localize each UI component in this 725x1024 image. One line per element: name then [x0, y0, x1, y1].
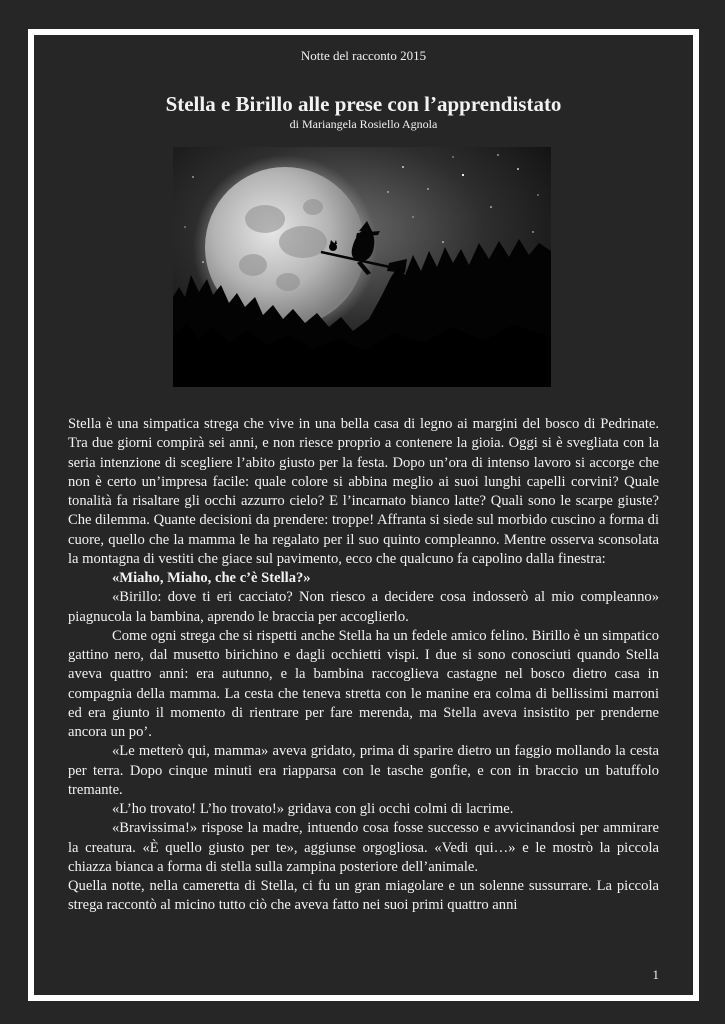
paragraph-found-it: «L’ho trovato! L’ho trovato!» gridava con gli occhi colmi di lacrime. — [112, 801, 514, 817]
story-body — [68, 415, 659, 916]
paragraph-chestnuts: «Le metterò qui, mamma» aveva gridato, prima di sparire dietro un faggio mollando la cesta per terra. Dopo cinque minuti era riapparsa con le tasche gonfie, e con in braccio un batuffolo tremante. — [68, 743, 659, 798]
page-frame — [28, 29, 699, 1001]
paragraph-birillo-intro: Come ogni strega che si rispetti anche Stella ha un fedele amico felino. Birillo è un simpatico gattino nero, dal musetto birichino e dagli occhietti vispi. I due si sono conosciuti quando Stella aveva quattro anni: era autunno, e la bambina raccoglieva castagne nel bosco dietro casa in compagnia della mamma. La cesta che teneva stretta con le manine era colma di bellissimi marroni ed era giunto il momento di rientrare per fare merenda, ma Stella aveva insistito per prenderne ancora un po’. — [68, 627, 659, 740]
paragraph-intro: Stella è una simpatica strega che vive in una bella casa di legno ai margini del bosco di Pedrinate. Tra due giorni compirà sei anni, e non riesce proprio a contenere la gioia. Oggi si è svegliata con la seria intenzione di scegliere l’abito giusto per la festa. Dopo un’ora di intenso lavoro si accorge che non è certo un’impresa facile: quale colore si abbina meglio ai suoi lunghi capelli corvini? Quale tonalità fa risaltare gli occhi azzurro cielo? E l’incarnato bianco latte? Quali sono le scarpe giuste? Che dilemma. Quante decisioni da prendere: troppe! Affranta si siede sul morbido cuscino a forma di cuore, quello che la mamma le ha regalato per il suo quinto compleanno. Mentre osserva sconsolata la montagna di vestiti che giace sul pavimento, ecco che qualcuno fa capolino dalla finestra: — [68, 416, 659, 567]
story-author: di Mariangela Rosiello Agnola — [289, 117, 438, 131]
paragraph-mother: «Bravissima!» rispose la madre, intuendo cosa fosse successo e avvicinandosi per ammirare la creatura. «È quello giusto per te», aggiunse orgogliosa. «Vedi qui…» e le mostrò la piccola chiazza bianca a forma di stella sulla zampina posteriore dell’animale. — [68, 820, 659, 875]
paragraph-cat-greeting: «Miaho, Miaho, che c’è Stella?» — [112, 570, 311, 586]
page-content — [34, 35, 693, 995]
event-header: Notte del racconto 2015 — [300, 48, 427, 63]
paragraph-that-night: Quella notte, nella cameretta di Stella, ci fu un gran miagolare e un solenne sussurrare. La piccola strega raccontò al micino tutto ciò che aveva fatto nei suoi primi quattro anni — [68, 878, 659, 914]
moon-witch-illustration — [173, 147, 551, 387]
page-number: 1 — [652, 967, 659, 982]
story-title: Stella e Birillo alle prese con l’apprendistato — [165, 92, 562, 116]
paragraph-stella-reply: «Birillo: dove ti eri cacciato? Non riesco a decidere cosa indosserò al mio compleanno» piagnucola la bambina, aprendo le braccia per accoglierlo. — [68, 589, 659, 625]
